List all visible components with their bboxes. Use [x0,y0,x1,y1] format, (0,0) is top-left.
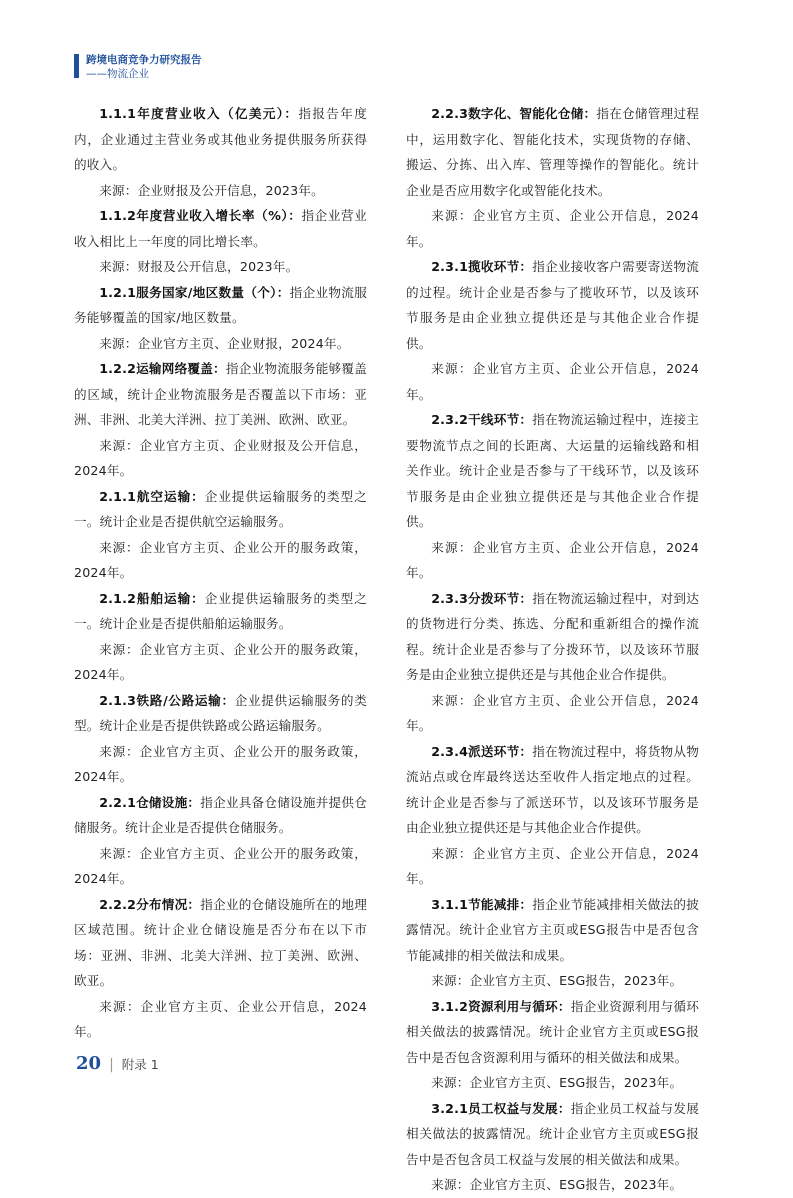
source-line: 来源：企业官方主页、企业公开信息，2024 年。 [406,539,699,580]
definition-paragraph [74,484,367,535]
definition-item [74,280,367,357]
definition-item [406,586,699,739]
indicator-description: 指企业员工权益与发展相关做法的披露情况。统计企业官方主页或ESG报告中是否包含员工权益与发展的相关做法和成果。 [406,1100,700,1167]
indicator-description: 指在物流过程中，将货物从物流站点或仓库最终送达至收件人指定地点的过程。统计企业是否参与了派送环节，以及该环节服务是由企业独立提供还是与其他企业合作提供。 [406,743,699,835]
right-column [406,101,699,1198]
definition-item [406,994,699,1096]
definition-item [406,739,699,892]
left-column [74,101,367,1045]
definition-paragraph [74,790,367,841]
definition-item [406,101,699,254]
source-line: 来源：企业官方主页、企业公开的服务政策，2024年。 [74,641,367,682]
indicator-title: 2.2.2分布情况： [99,896,201,912]
source-line: 来源：企业官方主页、企业公开信息，2024 年。 [406,845,699,886]
indicator-description: 指企业营业收入相比上一年度的同比增长率。 [74,208,367,249]
indicator-description: 企业提供运输服务的类型。统计企业是否提供铁路或公路运输服务。 [74,692,368,733]
definition-paragraph [406,407,699,535]
indicator-title: 3.1.1节能减排： [431,896,533,912]
header-title: 跨境电商竞争力研究报告 [86,54,202,66]
indicator-description: 指企业资源利用与循环相关做法的披露情况。统计企业官方主页或ESG报告中是否包含资源利用与循环的相关做法和成果。 [406,998,700,1065]
indicator-title: 2.3.3分拨环节： [431,590,533,606]
indicator-description: 指在物流运输过程中，对到达的货物进行分类、拣选、分配和重新组合的操作流程。统计企业是否参与了分拨环节，以及该环节服务是由企业独立提供还是与其他企业合作提供。 [406,590,699,682]
indicator-description: 指报告年度内，企业通过主营业务或其他业务提供服务所获得的收入。 [74,106,367,172]
indicator-description: 指在仓储管理过程中，运用数字化、智能化技术，实现货物的存储、搬运、分拣、出入库、管理等操作的智能化。统计企业是否应用数字化或智能化技术。 [406,106,699,198]
definition-paragraph [406,994,699,1071]
definition-paragraph [74,203,367,254]
definition-paragraph [406,739,699,841]
definition-item [74,892,367,1045]
source-line: 来源：企业官方主页、企业财报及公开信息，2024年。 [74,437,367,478]
page-number: 20 [76,1053,102,1074]
definition-paragraph [74,586,367,637]
indicator-title: 2.3.1揽收环节： [431,259,533,274]
header-accent-bar [74,54,79,78]
source-line: 来源：企业官方主页、ESG报告，2023年。 [431,973,683,988]
indicator-description: 企业提供运输服务的类型之一。统计企业是否提供航空运输服务。 [74,488,367,529]
indicator-description: 指企业物流服务能够覆盖的国家/地区数量。 [74,284,368,325]
definition-paragraph [74,101,367,178]
indicator-title: 1.1.1年度营业收入（亿美元）： [99,106,299,121]
indicator-title: 3.2.1员工权益与发展： [431,1100,571,1116]
source-line: 来源：企业官方主页、企业公开信息，2024年。 [74,998,367,1039]
source-line: 来源：企业官方主页、ESG报告，2023年。 [431,1075,683,1090]
footer-separator: | [109,1057,114,1073]
indicator-title: 2.3.4派送环节： [431,743,533,759]
definition-paragraph [406,586,699,688]
indicator-description: 企业提供运输服务的类型之一。统计企业是否提供船舶运输服务。 [74,590,367,631]
definition-paragraph [74,892,367,994]
definition-item [406,407,699,586]
indicator-title: 1.2.2运输网络覆盖： [99,361,226,376]
header-subtitle: ——物流企业 [86,68,149,80]
definition-item [74,688,367,790]
definition-item [74,356,367,484]
definition-paragraph [406,1096,699,1173]
indicator-description: 指企业物流服务能够覆盖的区域，统计企业物流服务是否覆盖以下市场：亚洲、非洲、北美大洋洲、拉丁美洲、欧洲、欧亚。 [74,361,368,427]
definition-item [74,203,367,280]
page-footer [76,1053,159,1074]
source-line: 来源：企业官方主页、企业公开信息，2024 年。 [406,208,699,249]
source-line: 来源：企业官方主页、企业公开信息，2024 年。 [406,692,699,733]
indicator-description: 指企业节能减排相关做法的披露情况。统计企业官方主页或ESG报告中是否包含节能减排的相关做法和成果。 [406,896,699,963]
definition-paragraph [406,254,699,356]
source-line: 来源：企业财报及公开信息，2023年。 [99,182,324,198]
source-line: 来源：企业官方主页、企业公开的服务政策，2024年。 [74,539,367,580]
source-line: 来源：企业官方主页、企业公开的服务政策，2024年。 [74,845,367,886]
definition-item [74,586,367,688]
definition-paragraph [74,688,367,739]
definition-paragraph [406,892,699,969]
definition-paragraph [406,101,699,203]
indicator-title: 2.1.1航空运输： [99,488,205,504]
definition-item [74,484,367,586]
definition-paragraph [74,356,367,433]
source-line: 来源：企业官方主页、企业财报，2024年。 [99,335,350,351]
indicator-title: 2.1.2船舶运输： [99,590,205,606]
indicator-title: 2.2.1仓储设施： [99,794,201,810]
definition-item [406,892,699,994]
indicator-title: 3.1.2资源利用与循环： [431,998,571,1014]
appendix-label: 附录 1 [121,1057,159,1072]
source-line: 来源：企业官方主页、企业公开信息，2024 年。 [406,361,699,402]
indicator-description: 指企业的仓储设施所在的地理区域范围。统计企业仓储设施是否分布在以下市场：亚洲、非洲、北美大洋洲、拉丁美洲、欧洲、欧亚。 [74,896,367,988]
definition-paragraph [74,280,367,331]
source-line: 来源：企业官方主页、ESG报告，2023年。 [431,1177,683,1192]
indicator-description: 指企业具备仓储设施并提供仓储服务。统计企业是否提供仓储服务。 [74,794,367,835]
definition-item [74,101,367,203]
indicator-title: 2.1.3铁路/公路运输： [99,692,235,708]
indicator-title: 1.2.1服务国家/地区数量（个）： [99,284,290,300]
definition-item [406,1096,699,1198]
definition-item [74,790,367,892]
indicator-title: 2.2.3数字化、智能化仓储： [431,106,597,121]
indicator-description: 指企业接收客户需要寄送物流的过程。统计企业是否参与了揽收环节，以及该环节服务是由企业独立提供还是与其他企业合作提供。 [406,259,699,351]
source-line: 来源：企业官方主页、企业公开的服务政策，2024年。 [74,743,367,784]
indicator-description: 指在物流运输过程中，连接主要物流节点之间的长距离、大运量的运输线路和相关作业。统计企业是否参与了干线环节，以及该环节服务是由企业独立提供还是与其他企业合作提供。 [406,412,699,529]
definition-item [406,254,699,407]
source-line: 来源：财报及公开信息，2023年。 [99,259,299,274]
indicator-title: 1.1.2年度营业收入增长率（%）： [99,208,302,223]
indicator-title: 2.3.2干线环节： [431,412,533,427]
